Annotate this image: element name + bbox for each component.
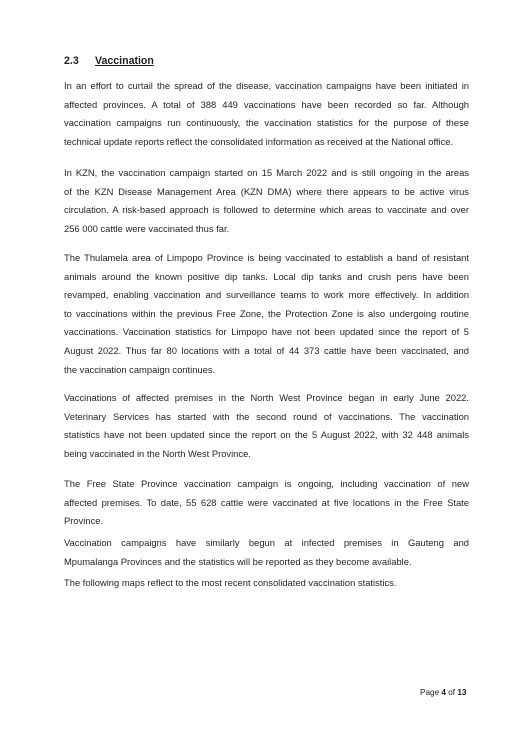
paragraph-line: Mpumalanga Provinces and the statistics will be reported as they become available. (64, 555, 412, 567)
paragraph-line: Vaccination campaigns have similarly begun at infected premises in Gauteng and (64, 537, 469, 548)
paragraph-line: The following maps reflect to the most recent consolidated vaccination statistics. (64, 577, 397, 588)
of-word: of (448, 688, 456, 697)
paragraph-limpopo (64, 249, 469, 379)
paragraph-line: August 2022. Thus far 80 locations with a total of 44 373 cattle have been vaccinated, and (64, 344, 469, 356)
paragraph-overview (64, 77, 469, 151)
page-number-footer (420, 688, 466, 697)
paragraph-line: In KZN, the vaccination campaign started on 15 March 2022 and is still ongoing in the areas (64, 167, 469, 178)
paragraph-line: of the KZN Disease Management Area (KZN DMA) where there appears to be active virus (64, 185, 469, 197)
paragraph-line: vaccinations. Vaccination statistics for Limpopo have not been updated since the report of 5 (64, 326, 469, 338)
paragraph-line: the vaccination campaign continues. (64, 363, 216, 375)
paragraph-line: circulation. A risk-based approach is followed to determine which areas to vaccinate and over (64, 204, 469, 216)
paragraph-line: Vaccinations of affected premises in the North West Province began in early June 2022. (64, 392, 469, 403)
paragraph-line: In an effort to curtail the spread of the disease, vaccination campaigns have been initiated in (64, 80, 469, 91)
paragraph-line: being vaccinated in the North West Province. (64, 447, 251, 459)
paragraph-kzn (64, 164, 469, 238)
paragraph-line: 256 000 cattle were vaccinated thus far. (64, 222, 230, 234)
paragraph-line: Veterinary Services has started with the second round of vaccinations. The vaccination (64, 410, 469, 422)
paragraph-line: vaccination campaigns run continuously, the vaccination statistics for the purpose of these (64, 117, 469, 129)
paragraph-line: revamped, enabling vaccination and surveillance teams to work more effectively. In addition (64, 289, 469, 301)
paragraph-line: to vaccinations within the previous Free Zone, the Protection Zone is also undergoing routine (64, 307, 469, 319)
current-page: 4 (441, 688, 446, 697)
paragraph-gauteng-mpumalanga (64, 534, 469, 571)
page-word: Page (420, 688, 440, 697)
section-number: 2.3 (64, 55, 79, 67)
paragraph-line: The Free State Province vaccination campaign is ongoing, including vaccination of new (64, 478, 469, 489)
paragraph-north-west (64, 389, 469, 463)
paragraph-line: The Thulamela area of Limpopo Province is being vaccinated to establish a band of resistant (64, 252, 469, 263)
total-pages: 13 (457, 688, 467, 697)
paragraph-line: affected provinces. A total of 388 449 vaccinations have been recorded so far. Although (64, 98, 469, 110)
paragraph-line: animals around the known positive dip tanks. Local dip tanks and crush pens have been (64, 270, 469, 282)
section-heading (64, 55, 154, 67)
paragraph-line: statistics have not been updated since the report on the 5 August 2022, with 32 448 animals (64, 429, 469, 441)
paragraph-line: technical update reports reflect the consolidated information as received at the National office. (64, 135, 454, 147)
paragraph-line: affected premises. To date, 55 628 cattle were vaccinated at five locations in the Free State (64, 496, 469, 508)
section-title: Vaccination (95, 55, 154, 67)
paragraph-line: Province. (64, 515, 104, 527)
paragraph-maps-intro (64, 574, 469, 593)
paragraph-free-state (64, 475, 469, 531)
